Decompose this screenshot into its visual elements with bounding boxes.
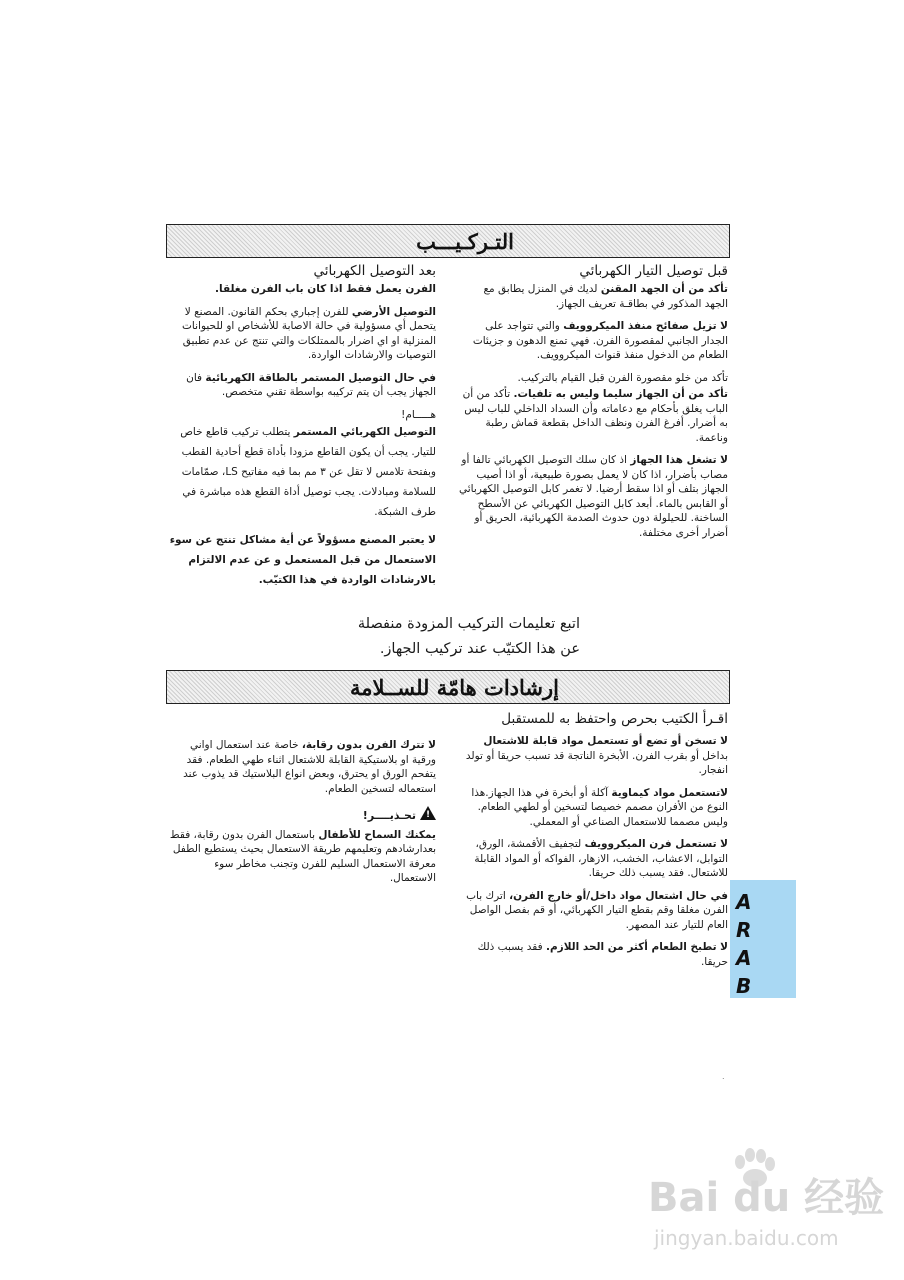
- watermark-logo-text: Bai du 经验: [648, 1175, 885, 1221]
- safety-heading: اقـرأ الكتيب بحرص واحتفظ به للمستقبل: [501, 711, 728, 727]
- safety-left-section: [166, 738, 436, 894]
- install-before-paragraph: تأكد من أن الجهد المقنن لديك في المنزل يطابق مع الجهد المذكور في بطاقـة تعريف الجهاز.: [483, 283, 728, 310]
- install-note-line: عن هذا الكتيّب عند تركيب الجهاز.: [379, 641, 580, 657]
- language-tab-letter: B: [736, 974, 752, 998]
- install-note-line: اتبع تعليمات التركيب المزودة منفصلة: [357, 616, 580, 632]
- warning-icon: !: [420, 806, 436, 820]
- install-note: [290, 612, 580, 662]
- safety-paragraph: لا تترك الفرن بدون رقابة، خاصة عند استعمال اواني ورقية او بلاستيكية القابلة للاشتعال اثناء طهي الطعام. فقد يتفحم الورق او يحترق، وبعض انواع البلاستيك قد يذوب عند استعماله لتسخين الطعام.: [183, 739, 436, 795]
- language-tab-letter: A: [736, 890, 752, 914]
- language-tab-letter: R: [736, 918, 752, 942]
- warning-label: تحـذيــــر!: [362, 809, 416, 822]
- install-after-paragraph: هـــــام!: [401, 408, 436, 421]
- install-after-section: [166, 263, 436, 598]
- install-after-paragraph: في حال التوصيل المستمر بالطاقة الكهربائية فان الجهاز يجب أن يتم تركيبه بواسطة تقني متخصص.: [186, 371, 436, 398]
- install-before-paragraph: لا تشغل هذا الجهاز اذ كان سلك التوصيل الكهربائي تالفا أو مصاب بأضرار، اذا كان لا يعمل بصورة طبيعية، أو اذا أصيب الجهاز بتلف أو اذا سقط أرضيا. لا تغمر كابل التوصيل الكهربائي أو القابس بالماء. أبعد كابل التوصيل الكهربائي عن الأسطح الساخنة. للحيلولة دون حدوث الصدمة الكهربائية، الحريق أو أضرار أخرى مختلفة.: [458, 454, 728, 539]
- safety-paragraph: في حال اشتعال مواد داخل/أو خارج الفرن، اترك باب الفرن مغلقا وقم بقطع التيار الكهربائي، أو قم بفصل الواصل العام للتيار عند المصهر.: [466, 889, 728, 931]
- install-title-band: [166, 224, 730, 258]
- install-before-paragraph: لا تزيل صفائح منفذ الميكروويف والتي تتواجد على الجدار الجانبي لمقصورة الفرن. فهي تمنع الدهون و جزيئات الطعام من الدخول منفذ قنوات الميكروويف.: [472, 320, 728, 361]
- install-before-paragraph: تأكد من خلو مقصورة الفرن قبل القيام بالتركيب.: [517, 371, 728, 384]
- warning-paragraph: يمكنك السماح للأطفال باستعمال الفرن بدون رقابة، فقط بعدارشادهم وتعليمهم طريقة الاستعمال بحيث يستطيع الطفل معرفة الاستعمال السليم للفرن وتجنب مخاطر سوء الاستعمال.: [169, 828, 436, 884]
- page-dot: .: [722, 1072, 725, 1081]
- install-after-paragraph: لا يعتبر المصنع مسؤولاً عن أية مشاكل تنتج عن سوء الاستعمال من قبل المستعمل و عن عدم الالتزام بالارشادات الواردة في هذا الكتيّب.: [169, 534, 436, 586]
- safety-paragraph: لا تطبخ الطعام أكثر من الحد اللازم. فقد يسبب ذلك حريقا.: [477, 941, 728, 968]
- install-after-paragraph: التوصيل الكهربائي المستمر يتطلب تركيب قاطع خاص للتيار. يجب أن يكون القاطع مزودا بأداة قطع أحادية القطب وبفتحة تلامس لا تقل عن ٣ مم بما فيه مفاتيح LS، صمّامات للسلامة ومبادلات. يجب توصيل أداة القطع هذه مباشرة في طرف الشبكة.: [180, 426, 436, 518]
- safety-paragraph: لا تسخن أو تضع أو تستعمل مواد قابلة للاشتعال بداخل أو بقرب الفرن. الأبخرة الناتجة قد تسبب حريقا أو تولد انفجار.: [465, 735, 728, 776]
- install-after-paragraph: التوصيل الأرضي للفرن إجباري بحكم القانون. المصنع لا يتحمل أي مسؤولية في حالة الاصابة للأشخاص او للحيوانات المنزلية او اي اضرار بالممتلكات والتي تنتج عن عدم تطبيق التوصيات والارشادات الواردة.: [182, 305, 436, 361]
- install-before-heading: قبل توصيل التيار الكهربائي: [579, 263, 728, 279]
- install-before-paragraph: تأكد من أن الجهاز سليما وليس به تلفيات. تأكد من أن الباب يغلق بأحكام مع دعاماته وأن السداد الداخلي للباب ليس به أضرار. أفرغ الفرن ونظف الداخل بقطعة قماش رطبة وناعمة.: [462, 388, 728, 444]
- watermark-url: jingyan.baidu.com: [654, 1226, 839, 1250]
- safety-title-band: [166, 670, 730, 704]
- safety-paragraph: لاتستعمل مواد كيماوية آكلة أو أبخرة في هذا الجهاز.هذا النوع من الأفران مصمم خصيصا لتسخين أو لطهي الطعام. وليس مصمما للاستعمال الصناعي أو المعملي.: [471, 786, 728, 828]
- install-after-paragraph: الفرن يعمل فقط اذا كان باب الفرن مغلقا.: [215, 283, 436, 295]
- safety-title: إرشادات هامّة للســلامة: [350, 675, 559, 700]
- language-tab: [730, 880, 796, 998]
- warning-heading: [166, 806, 436, 824]
- install-title: التـركـيـــب: [416, 229, 514, 254]
- language-tab-letter: A: [736, 946, 752, 970]
- install-after-heading: بعد التوصيل الكهربائي: [313, 263, 436, 279]
- safety-right-section: [458, 711, 728, 977]
- safety-paragraph: لا تستعمل فرن الميكروويف لتجفيف الأقمشة، الورق، التوابل، الاعشاب، الخشب، الازهار، الفواكه أو المواد القابلة للاشتعال. فقد يسبب ذلك حريقا.: [474, 838, 728, 879]
- install-before-section: [458, 263, 728, 548]
